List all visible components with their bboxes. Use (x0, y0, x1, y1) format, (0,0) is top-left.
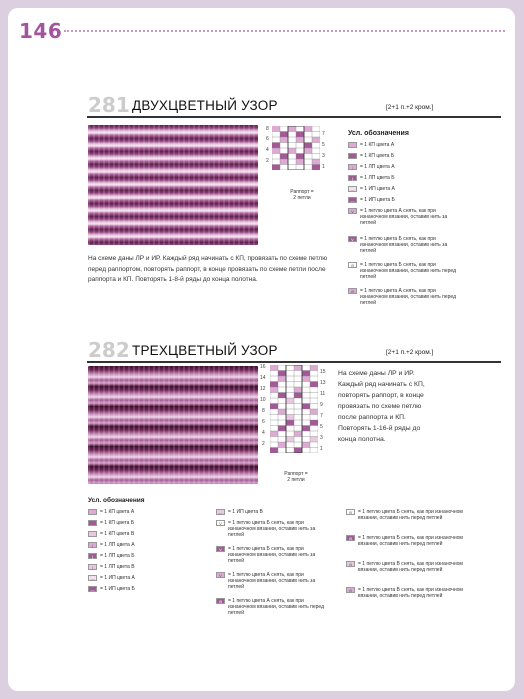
dark-front-swatch: | (348, 175, 357, 181)
light-front-swatch: | (348, 164, 357, 170)
section-rule-281 (87, 116, 501, 118)
legend-item: = 1 КП цвета А (88, 509, 198, 515)
pattern-title-281: ДВУХЦВЕТНЫЙ УЗОР (132, 98, 278, 113)
front-b-swatch: | (88, 553, 97, 559)
legend-item: — = 1 ИП цвета Б (88, 586, 198, 592)
stitch-multiple-281: [2+1 п.+2 кром.] (386, 104, 434, 111)
slip-front-c2-swatch: Θ (346, 587, 355, 593)
slip-back-b-swatch: V (348, 236, 357, 242)
legend-item: Θ = 1 петлю цвета В снять, как при изнаночном вязании, оставив нить перед петлей (346, 587, 466, 599)
knit-sample-photo-281 (88, 125, 258, 245)
section-rule-282 (87, 361, 501, 363)
dark-knit-swatch (348, 153, 357, 159)
pattern-description-282: На схеме даны ЛР и ИР. Каждый ряд начинать с КП, повторять раппорт, в конце провязать по схеме петлю после раппорта и КП. Повторять 1-16-й ряды до конца полотна. (338, 370, 425, 443)
legend-item: V = 1 петлю цвета Б снять, как при изнаночном вязании, оставив нить за петлей (348, 236, 463, 254)
header-rule (64, 30, 505, 32)
legend-item: | = 1 ЛП цвета Б (348, 175, 463, 181)
legend-item: Θ = 1 петлю цвета А снять, как при изнаночном вязании, оставив нить перед петлей (216, 598, 331, 616)
pattern-number-282: 282 (88, 338, 130, 362)
slip-back-a-swatch: V (216, 572, 225, 578)
legend-item: Θ = 1 петлю цвета Б снять, как при изнаночном вязании, оставив нить перед петлей (346, 509, 466, 521)
legend-item: — = 1 ИП цвета А (348, 186, 463, 192)
legend-item: V = 1 петлю цвета Б снять, как при изнаночном вязании, оставив нить за петлей (216, 546, 331, 564)
legend-item: V = 1 петлю цвета А снять, как при изнаночном вязании, оставив нить за петлей (216, 572, 331, 590)
slip-back-b1-swatch: V (216, 520, 225, 526)
slip-front-a-swatch: Θ (216, 598, 225, 604)
legend-title-282: Усл. обозначения (88, 497, 145, 504)
legend-item: | = 1 ЛП цвета Б (88, 553, 198, 559)
stitch-multiple-282: [2+1 п.+2 кром.] (386, 349, 434, 356)
purl-a-swatch: — (88, 575, 97, 581)
pattern-title-282: ТРЕХЦВЕТНЫЙ УЗОР (132, 343, 278, 358)
legend-item: = 1 КП цвета Б (348, 153, 463, 159)
slip-front-c1-swatch: Θ (346, 561, 355, 567)
knitting-chart-281 (272, 126, 320, 170)
front-c-swatch: | (88, 564, 97, 570)
front-a-swatch: | (88, 542, 97, 548)
slip-back-b2-swatch: V (216, 546, 225, 552)
legend-item: = 1 КП цвета Б (88, 520, 198, 526)
light-knit-swatch (348, 142, 357, 148)
legend-item: | = 1 ЛП цвета А (348, 164, 463, 170)
page-number: 146 (19, 19, 63, 43)
slip-front-b-swatch: Θ (348, 262, 357, 268)
knit-c-swatch (88, 531, 97, 537)
legend-item: = 1 КП цвета В (88, 531, 198, 537)
legend-item: Θ = 1 петлю цвета Б снять, как при изнаночном вязании, оставив нить перед петлей (348, 262, 463, 280)
dark-purl-swatch: — (348, 197, 357, 203)
legend-item: — = 1 ИП цвета В (216, 509, 331, 515)
repeat-caption-281: Раппорт = 2 петли (290, 189, 314, 201)
legend-item: | = 1 ЛП цвета А (88, 542, 198, 548)
legend-item: — = 1 ИП цвета Б (348, 197, 463, 203)
purl-c-swatch: — (216, 509, 225, 515)
pattern-description-281: На схеме даны ЛР и ИР. Каждый ряд начинать с КП, провязать по схеме петлю перед раппортом, повторять раппорт, в конце провязать по схеме петли после раппорта и КП. Повторять 1-8-й ряды до конца полотна. (88, 255, 328, 283)
knit-a-swatch (88, 509, 97, 515)
legend-item: | = 1 ЛП цвета В (88, 564, 198, 570)
legend-item: V = 1 петлю цвета А снять, как при изнаночном вязании, оставив нить за петлей (348, 208, 463, 226)
legend-item: Θ = 1 петлю цвета А снять, как при изнаночном вязании, оставив нить перед петлей (348, 288, 463, 306)
purl-b-swatch: — (88, 586, 97, 592)
legend-item: V = 1 петлю цвета Б снять, как при изнаночном вязании, оставив нить за петлей (216, 520, 331, 538)
knit-sample-photo-282 (88, 366, 258, 484)
legend-title-281: Усл. обозначения (348, 130, 409, 137)
slip-back-a-swatch: V (348, 208, 357, 214)
slip-front-b1-swatch: Θ (346, 509, 355, 515)
legend-item: — = 1 ИП цвета А (88, 575, 198, 581)
legend-item: = 1 КП цвета А (348, 142, 463, 148)
knit-b-swatch (88, 520, 97, 526)
repeat-caption-282: Раппорт = 2 петли (284, 471, 308, 483)
legend-item: Θ = 1 петлю цвета В снять, как при изнаночном вязании, оставив нить перед петлей (346, 561, 466, 573)
knitting-chart-282 (270, 365, 318, 453)
slip-front-a-swatch: Θ (348, 288, 357, 294)
legend-item: Θ = 1 петлю цвета Б снять, как при изнаночном вязании, оставив нить перед петлей (346, 535, 466, 547)
slip-front-b2-swatch: Θ (346, 535, 355, 541)
light-purl-swatch: — (348, 186, 357, 192)
book-page: 146 281 ДВУХЦВЕТНЫЙ УЗОР [2+1 п.+2 кром.] 8 7 6 5 4 3 2 1 Раппорт = 2 петли Усл. обозначения = 1 КП цвета А = 1 КП цвета Б | = 1 ЛП цвета А | = 1 ЛП цвета Б — = 1 ИП цвета А — = 1 ИП цвета Б V = 1 петлю цвета А снять, как при изнаночном вязании, оставив нить за петлей V = 1 петлю цвета Б снять, как при изнаночном вязании, оставив нить за петлей Θ = 1 петлю цвета Б снять, как при изнаночном вязании, оставив нить перед петлей Θ = 1 петлю цвета А снять, как при изнаночном вязании, оставив нить перед петлей На схеме даны ЛР и ИР. Каждый ряд начинать с КП, провязать по схеме петлю перед раппортом, повторять раппорт, в конце провязать по схеме петли после раппорта и КП. Повторять 1-8-й ряды до конца полотна. ТРЕХЦВЕТНЫЙ УЗОР 282 [2+1 п.+2 кром.] 16 15 14 13 12 11 10 9 8 7 6 5 4 3 2 1 Раппорт = 2 петли На схеме даны ЛР и ИР. Каждый ряд начинать с КП, повторять раппорт, в конце провязать по схеме петлю после раппорта и КП. Повторять 1-16-й ряды до конца полотна. Усл. обозначения = 1 КП цвета А = 1 КП цвета Б = 1 КП цвета В | = 1 ЛП цвета А | = 1 ЛП цвета Б | = 1 ЛП цвета В — = 1 ИП цвета А — = 1 ИП цвета Б — = 1 ИП цвета В V = 1 петлю цвета Б снять, как при изнаночном вязании, оставив нить за петлей V = 1 петлю цвета Б снять, как при изнаночном вязании, оставив нить за петлей V = 1 петлю цвета А снять, как при изнаночном вязании, оставив нить за петлей Θ = 1 петлю цвета А снять, как при изнаночном вязании, оставив нить перед петлей Θ = 1 петлю цвета Б снять, как при изнаночном вязании, оставив нить перед петлей Θ = 1 петлю цвета Б снять, как при изнаночном вязании, оставив нить перед петлей Θ = 1 петлю цвета В снять, как при изнаночном вязании, оставив нить перед петлей Θ = 1 петлю цвета В снять, как при изнаночном вязании, оставив нить перед петлей (8, 8, 515, 691)
pattern-number-281: 281 (88, 93, 130, 117)
